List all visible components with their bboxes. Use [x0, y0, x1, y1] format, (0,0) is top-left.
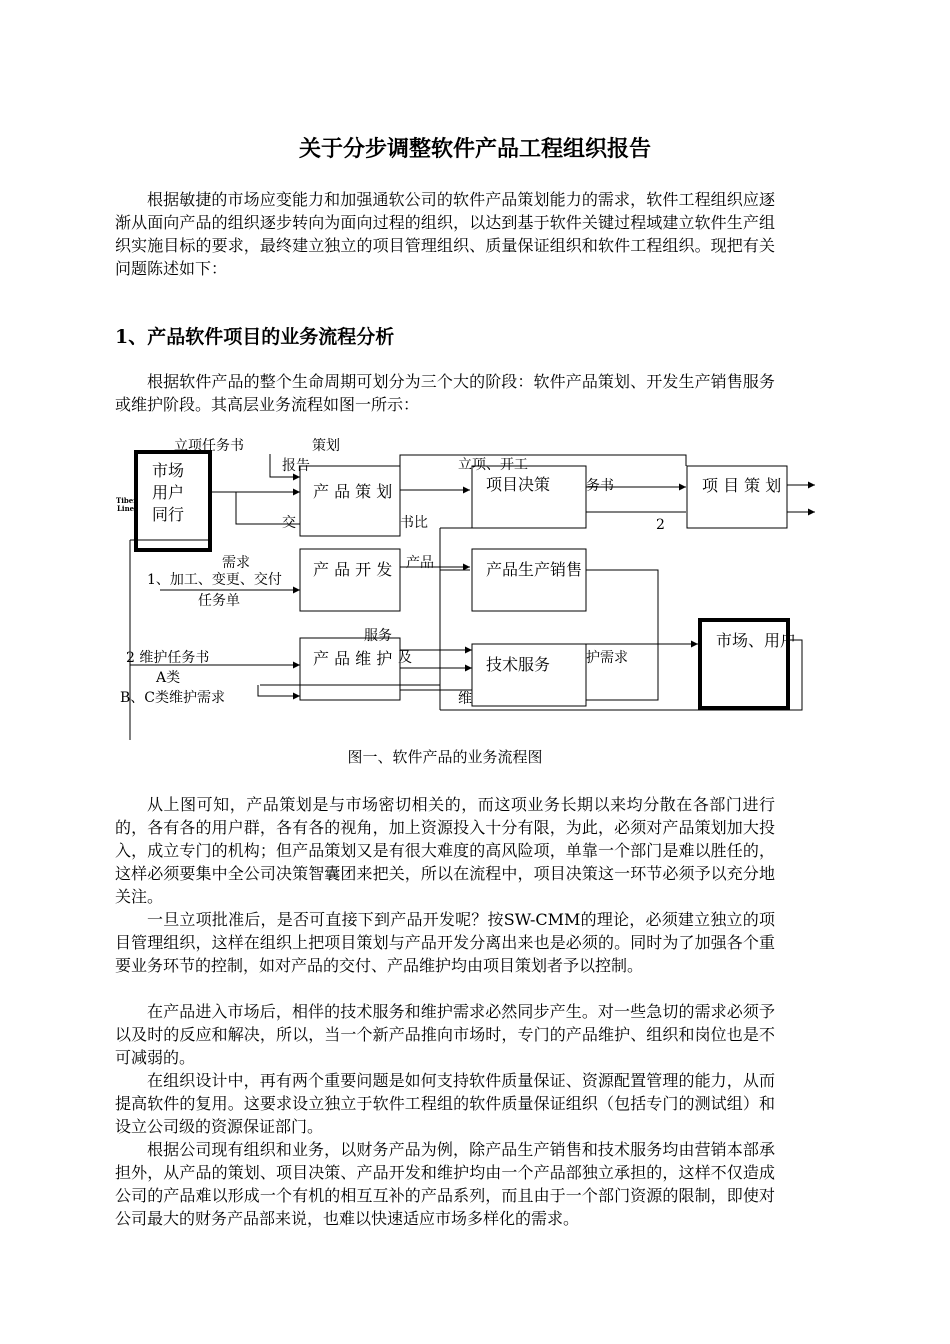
box-market-right-label: 市场、用户 — [716, 631, 797, 650]
box-product-development — [300, 549, 400, 611]
box-project-decision-label: 项目决策 — [486, 475, 551, 494]
box-production-sales — [472, 549, 586, 611]
box-product-planning — [300, 466, 400, 536]
section-heading: 1、产品软件项目的业务流程分析 — [115, 326, 395, 348]
box-tech-service — [472, 644, 586, 706]
label-project-task-book: 立项任务书 — [174, 438, 244, 454]
box-production-sales-label: 产品生产销售 — [486, 560, 583, 579]
box-tech-service-label: 技术服务 — [486, 655, 551, 674]
label-planning-report-2: 报告 — [282, 458, 310, 474]
tiny-logo-line-1: Tiber — [116, 496, 137, 505]
body-paragraph-2: 一旦立项批准后，是否可直接下到产品开发呢？按SW-CMM的理论，必须建立独立的项目管理组织，这样在组织上把项目策划与产品开发分离出来也是必须的。同时为了加强各个重要业务环节的控制，如对产品的交付、产品维护均由项目策划者予以控制。 — [115, 910, 775, 975]
label-wei-fragment: 维 — [458, 691, 472, 707]
intro-paragraph: 根据敏捷的市场应变能力和加强通软公司的软件产品策划能力的需求，软件工程组织应逐渐从面向产品的组织逐步转向为面向过程的组织，以达到基于软件关键过程域建立软件生产组织实施目标的要求，最终建立独立的项目管理组织、质量保证组织和软件工程组织。现把有关问题陈述如下： — [115, 190, 775, 278]
box-market-left-label: 市场用户同行 — [152, 461, 185, 524]
body-paragraph-5: 根据公司现有组织和业务，以财务产品为例，除产品生产销售和技术服务均由营销本部承担外，从产品的策划、项目决策、产品开发和维护均由一个产品部独立承担的，这样不仅造成公司的产品难以形成一个有机的相互互补的产品系列，而且由于一个部门资源的限制，即使对公司最大的财务产品部来说，也难以快速适应市场多样化的需求。 — [115, 1140, 775, 1228]
label-task-order: 任务单 — [198, 593, 240, 609]
label-compare-fragment: 书比 — [400, 515, 428, 531]
section-intro-paragraph: 根据软件产品的整个生命周期可划分为三个大的阶段：软件产品策划、开发生产销售服务或维护阶段。其高层业务流程如图一所示： — [115, 372, 775, 414]
body-paragraph-3: 在产品进入市场后，相伴的技术服务和维护需求必然同步产生。对一些急切的需求必须予以及时的反应和解决，所以，当一个新产品推向市场时，专门的产品维护、组织和岗位也是不可减弱的。 — [115, 1002, 775, 1067]
box-product-maintenance-label: 产 品 维 护 — [313, 649, 393, 668]
label-planning-report-1: 策划 — [312, 438, 340, 454]
box-project-planning-label: 项 目 策 划 — [702, 476, 782, 495]
label-two-right: 2 — [656, 517, 665, 533]
label-maintenance-fragment: 及 — [398, 650, 412, 666]
box-product-maintenance — [300, 638, 400, 700]
label-class-a: A类 — [156, 670, 181, 686]
figure-caption: 图一、软件产品的业务流程图 — [347, 748, 543, 766]
box-product-development-label: 产 品 开 发 — [313, 560, 393, 579]
label-process-change: 1、加工、变更、交付 — [147, 572, 282, 588]
label-service: 服务 — [364, 628, 392, 644]
label-deliver-fragment: 交 — [282, 515, 296, 531]
body-paragraph-4: 在组织设计中，再有两个重要问题是如何支持软件质量保证、资源配置管理的能力，从而提高软件的复用。这要求设立独立于软件工程组的软件质量保证组织（包括专门的测试组）和设立公司级的资源保证部门。 — [115, 1071, 775, 1136]
label-task-book-fragment: 务书 — [586, 478, 614, 494]
label-demand: 需求 — [222, 555, 250, 571]
label-maintenance-task: 2 维护任务书 — [126, 650, 210, 666]
body-paragraph-1: 从上图可知，产品策划是与市场密切相关的，而这项业务长期以来均分散在各部门进行的，各有各的用户群，各有各的视角，加上资源投入十分有限，为此，必须对产品策划加大投入，成立专门的机构；但产品策划又是有很大难度的高风险项，单靠一个部门是难以胜任的，这样必须要集中全公司决策智囊团来把关，所以在流程中，项目决策这一环节必须予以充分地关注。 — [115, 795, 775, 906]
label-product: 产品 — [406, 555, 434, 571]
tiny-logo-line-2: Line — [117, 504, 135, 513]
box-product-planning-label: 产 品 策 划 — [313, 482, 393, 501]
label-class-bc: B、C类维护需求 — [120, 690, 225, 706]
document-title: 关于分步调整软件产品工程组织报告 — [298, 136, 651, 162]
label-demand-right: 护需求 — [586, 650, 628, 666]
label-project-start: 立项、开工 — [458, 457, 528, 473]
